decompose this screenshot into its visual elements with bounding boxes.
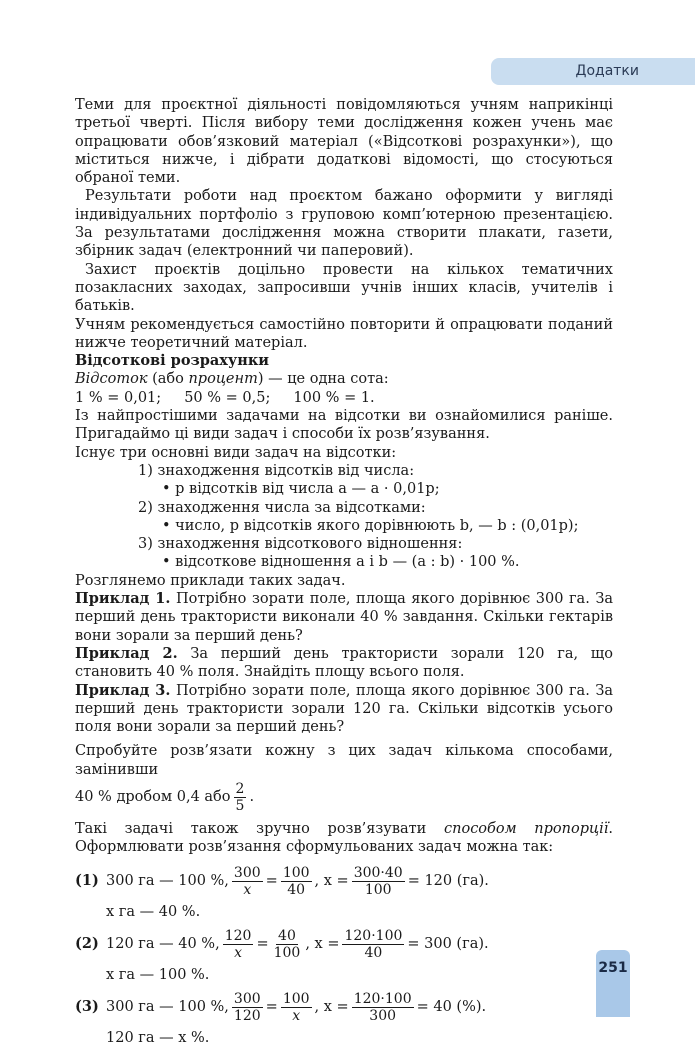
definition xyxy=(75,370,613,388)
solution-2-x-equals: , x = xyxy=(305,935,340,952)
definition-rest: ) — це одна сота: xyxy=(257,371,389,388)
solution-3: (3) 300 га — 100 %, $\frac{300}{120}$ = $\frac{100}{x}$ , x = $\frac{120\cdot 100}{300}$ = 40 (%). xyxy=(75,990,487,1024)
problem-1 xyxy=(75,590,613,645)
type-3-rule: • відсоткове відношення a і b — (a : b) · 100 %. xyxy=(162,554,520,571)
solution-1-fraction-a xyxy=(232,865,263,898)
solution-1-first-line: 300 га — 100 %, xyxy=(106,872,229,889)
solution-1-second-line: x га — 40 %. xyxy=(106,904,201,921)
numerator: 100 xyxy=(282,990,310,1007)
try-paragraph: Спробуйте розв’язати кожну з цих задач кількома способами, замінивши xyxy=(75,743,613,778)
fraction-numerator: 2 xyxy=(235,780,245,797)
definition-term: Відсоток xyxy=(75,371,148,388)
problem-2 xyxy=(75,645,613,682)
numerator: 120·100 xyxy=(353,990,412,1007)
solution-2-result: = 300 (га). xyxy=(407,935,489,952)
type-3-title xyxy=(138,535,613,553)
solution-3-fraction-b xyxy=(281,991,312,1024)
type-1-number: 1) xyxy=(138,462,153,479)
problem-3-text: Потрібно зорати поле, площа якого дорівнює 300 га. За перший день трактористи зорали 120 га. Скільки відсотків усього поля вони зорали за перший день? xyxy=(75,682,613,736)
section-title: Відсоткові розрахунки xyxy=(75,352,270,370)
denominator: 100 xyxy=(273,944,301,961)
numerator: 120·100 xyxy=(344,927,403,944)
page-number: 251 xyxy=(598,960,628,976)
solution-3-number: (3) xyxy=(75,997,99,1015)
solution-2-fraction-a xyxy=(223,928,254,961)
intro-paragraph-4: Учням рекомендується самостійно повторити й опрацювати поданий нижче теоретичний матеріал. xyxy=(75,316,613,351)
types-intro: Існує три основні види задач на відсотки: xyxy=(75,444,397,461)
problem-3 xyxy=(75,682,613,737)
solution-2: (2) 120 га — 40 %, $\frac{120}{x}$ = $\frac{40}{100}$ , x = $\frac{120\cdot 100}{40}$ = 300 (га). xyxy=(75,927,489,961)
type-1-text: знаходження відсотків від числа: xyxy=(157,462,415,479)
definition-term2: процент xyxy=(188,371,258,388)
solution-3-second-line: 120 га — x %. xyxy=(106,1030,210,1047)
numerator: 300 xyxy=(233,864,261,881)
two-fifths-fraction xyxy=(234,781,247,814)
section-header-label: Додатки xyxy=(575,63,639,79)
problem-1-text: Потрібно зорати поле, площа якого дорівнює 300 га. За перший день трактористи виконали 40 % завдання. Скільки гектарів вони зорали за перший день? xyxy=(75,591,613,644)
problem-2-text: За перший день трактористи зорали 120 га, що становить 40 % поля. Знайдіть площу всього поля. xyxy=(75,645,613,681)
type-2-rule: • число, p відсотків якого дорівнюють b, — b : (0,01p); xyxy=(162,517,579,534)
solution-3-x-equals: , x = xyxy=(314,998,349,1015)
denominator: 40 xyxy=(287,881,306,898)
numerator: 300 xyxy=(233,990,261,1007)
denominator: x xyxy=(292,1007,301,1024)
proportion-text-a: Такі задачі також зручно розв’язувати xyxy=(75,820,444,837)
problem-1-label: Приклад 1. xyxy=(75,590,171,608)
type-2-number: 2) xyxy=(138,499,153,516)
proportion-text-b: . Оформлювати розв’язання сформульованих задач можна так: xyxy=(75,820,614,856)
type-2-text: знаходження числа за відсотками: xyxy=(157,499,426,516)
denominator: x xyxy=(243,881,252,898)
solution-1: (1) 300 га — 100 %, $\frac{300}{x}$ = $\frac{100}{40}$ , x = $\frac{300\cdot 40}{100}$ = 120 (га). xyxy=(75,864,489,898)
solution-2-second-line: x га — 100 %. xyxy=(106,967,210,984)
solution-1-fraction-b xyxy=(281,865,312,898)
page-content xyxy=(75,96,613,1054)
denominator: 120 xyxy=(233,1007,261,1024)
try-line-end: . xyxy=(249,789,255,806)
numerator: 100 xyxy=(282,864,310,881)
solution-1-x-equals: , x = xyxy=(314,872,349,889)
type-3-number: 3) xyxy=(138,536,153,553)
try-line-text: 40 % дробом 0,4 або xyxy=(75,789,231,806)
try-fraction-line xyxy=(75,781,613,814)
solution-3-fraction-a xyxy=(232,991,263,1024)
solution-2-number: (2) xyxy=(75,934,99,952)
solution-1-number: (1) xyxy=(75,871,99,889)
problem-2-label: Приклад 2. xyxy=(75,644,178,662)
denominator: 300 xyxy=(369,1007,397,1024)
intro-paragraph-2: Результати роботи над проєктом бажано оформити у вигляді індивідуальних портфоліо з груповою комп’ютерною презентацією. За результатами дослідження можна створити плакати, газети, збірник задач (електронний чи паперовий). xyxy=(75,188,613,260)
type-3-text: знаходження відсоткового відношення: xyxy=(157,536,463,553)
intro-paragraph-3: Захист проєктів доцільно провести на кількох тематичних позакласних заходах, запросивши учнів інших класів, учителів і батьків. xyxy=(75,261,613,315)
solution-3-result: = 40 (%). xyxy=(416,998,487,1015)
fraction-denominator: 5 xyxy=(235,797,245,814)
type-1-title xyxy=(138,462,613,480)
intro-paragraph-1: Теми для проєктної діяльності повідомляються учням наприкінці третьої чверті. Після вибору теми дослідження кожен учень має опрацювати обов’язковий матеріал («Відсоткові розрахунки»), що міститься нижче, і дібрати додаткові відомості, що стосуються обраної теми. xyxy=(75,97,613,187)
type-2-title xyxy=(138,499,613,517)
proportion-method: способом пропорції xyxy=(444,820,609,837)
page-number-tab xyxy=(596,950,630,1017)
denominator: x xyxy=(234,944,243,961)
problem-3-label: Приклад 3. xyxy=(75,681,171,699)
solution-2-fraction-c xyxy=(342,928,404,961)
solution-3-fraction-c xyxy=(352,991,414,1024)
section-header-tab xyxy=(491,58,695,85)
consider-line: Розглянемо приклади таких задач. xyxy=(75,572,346,589)
denominator: 40 xyxy=(364,944,383,961)
type-1-rule: • p відсотків від числа a — a · 0,01p; xyxy=(162,481,440,498)
definition-paren: (або xyxy=(147,371,189,388)
numerator: 120 xyxy=(224,927,252,944)
proportion-paragraph xyxy=(75,820,613,857)
solution-3-first-line: 300 га — 100 %, xyxy=(106,998,229,1015)
numerator: 300·40 xyxy=(353,864,403,881)
denominator: 100 xyxy=(364,881,392,898)
solution-1-result: = 120 (га). xyxy=(407,872,489,889)
percent-examples: 1 % = 0,01; 50 % = 0,5; 100 % = 1. xyxy=(75,389,375,406)
recall-paragraph: Із найпростішими задачами на відсотки ви ознайомилися раніше. Пригадаймо ці види задач і способи їх розв’язування. xyxy=(75,408,613,443)
numerator: 40 xyxy=(278,927,296,944)
solution-1-fraction-c xyxy=(352,865,405,898)
solution-2-first-line: 120 га — 40 %, xyxy=(106,935,220,952)
solution-2-fraction-b xyxy=(272,928,303,961)
